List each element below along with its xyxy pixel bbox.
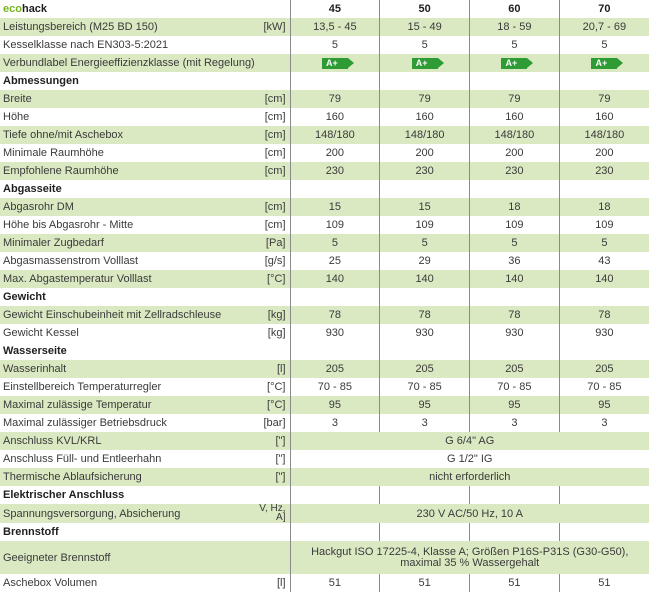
section-title: Abmessungen [0,72,256,90]
cell-value: 5 [559,36,649,54]
cell-value: 78 [470,306,560,324]
cell-value: 79 [290,90,380,108]
cell-value: 18 - 59 [470,18,560,36]
cell-value: 15 [290,198,380,216]
energy-label-cell [470,54,560,72]
energy-label-cell [290,54,380,72]
cell-value: 18 [470,198,560,216]
cell-value-span: G 1/2" IG [290,450,649,468]
row-label: Minimaler Zugbedarf [0,234,256,252]
cell-value: 230 [470,162,560,180]
header-row [0,0,649,18]
row-label: Anschluss Füll- und Entleerhahn [0,450,256,468]
brand-rest: hack [21,3,48,15]
table-row [0,450,649,468]
table-row [0,126,649,144]
cell-value: 29 [380,252,470,270]
cell-value-span: G 6/4" AG [290,432,649,450]
table-row [0,144,649,162]
cell-value: 5 [470,36,560,54]
row-label: Kesselklasse nach EN303-5:2021 [0,36,256,54]
row-unit: [kg] [256,306,290,324]
row-label: Max. Abgastemperatur Volllast [0,270,256,288]
table-row [0,306,649,324]
row-unit: [kW] [256,18,290,36]
row-unit: [°C] [256,270,290,288]
cell-value: 109 [559,216,649,234]
table-row [0,360,649,378]
section-title: Wasserseite [0,342,256,360]
row-unit: [°C] [256,396,290,414]
section-title: Elektrischer Anschluss [0,486,256,504]
table-row [0,54,649,72]
row-label: Geeigneter Brennstoff [0,541,256,574]
section-title: Abgasseite [0,180,256,198]
row-label: Anschluss KVL/KRL [0,432,256,450]
cell-value: 140 [470,270,560,288]
cell-value: 109 [380,216,470,234]
table-row [0,108,649,126]
cell-value: 51 [290,574,380,592]
row-unit: [cm] [256,162,290,180]
cell-value: 15 - 49 [380,18,470,36]
row-unit: [l] [256,360,290,378]
cell-value: 25 [290,252,380,270]
cell-value: 3 [559,414,649,432]
cell-value-span [290,541,649,574]
table-row [0,541,649,574]
table-row [0,90,649,108]
cell-value: 205 [559,360,649,378]
row-unit: [g/s] [256,252,290,270]
row-unit: [l] [256,574,290,592]
cell-value: 20,7 - 69 [559,18,649,36]
cell-value: 930 [470,324,560,342]
cell-value: 930 [380,324,470,342]
cell-value: 70 - 85 [559,378,649,396]
row-label: Leistungsbereich (M25 BD 150) [0,18,256,36]
row-unit: [cm] [256,216,290,234]
row-label: Abgasrohr DM [0,198,256,216]
model-50: 50 [380,0,470,18]
header-unit [256,0,290,18]
cell-value: 200 [559,144,649,162]
cell-value: 205 [470,360,560,378]
section-title: Brennstoff [0,523,256,541]
energy-badge: A+ [501,58,527,69]
cell-value: 70 - 85 [470,378,560,396]
cell-value: 51 [380,574,470,592]
row-label: Gewicht Kessel [0,324,256,342]
table-row [0,162,649,180]
cell-value-span: nicht erforderlich [290,468,649,486]
row-unit: [cm] [256,126,290,144]
energy-label-cell [559,54,649,72]
fuel-line-2: maximal 35 % Wassergehalt [400,556,540,569]
table-row [0,396,649,414]
cell-value: 200 [470,144,560,162]
row-unit [256,36,290,54]
cell-value: 95 [559,396,649,414]
row-unit-line1: V, Hz, [259,504,286,514]
cell-value: 109 [470,216,560,234]
table-row [0,468,649,486]
row-label: Minimale Raumhöhe [0,144,256,162]
cell-value: 230 [290,162,380,180]
cell-value: 230 [559,162,649,180]
cell-value: 36 [470,252,560,270]
cell-value: 78 [380,306,470,324]
brand-eco: eco [3,3,22,15]
row-unit: [cm] [256,198,290,216]
energy-badge: A+ [591,58,617,69]
cell-value: 205 [290,360,380,378]
row-label: Verbundlabel Energieeffizienzklasse (mit Regelung) [0,54,256,72]
table-row [0,414,649,432]
cell-value: 79 [380,90,470,108]
cell-value: 79 [559,90,649,108]
row-label: Spannungsversorgung, Absicherung [0,504,256,523]
cell-value: 5 [470,234,560,252]
cell-value: 79 [470,90,560,108]
cell-value: 51 [470,574,560,592]
energy-badge: A+ [412,58,438,69]
cell-value: 3 [470,414,560,432]
table-row [0,216,649,234]
cell-value: 78 [290,306,380,324]
model-60: 60 [470,0,560,18]
energy-badge: A+ [322,58,348,69]
cell-value: 13,5 - 45 [290,18,380,36]
row-unit [256,54,290,72]
row-label: Aschebox Volumen [0,574,256,592]
cell-value: 43 [559,252,649,270]
section-header [0,180,649,198]
table-row [0,234,649,252]
cell-value: 5 [290,36,380,54]
row-unit: ["] [256,468,290,486]
cell-value: 148/180 [470,126,560,144]
cell-value: 95 [290,396,380,414]
section-header [0,523,649,541]
cell-value: 95 [470,396,560,414]
table-row [0,574,649,592]
brand-title [0,0,256,18]
row-unit: [cm] [256,90,290,108]
cell-value: 230 [380,162,470,180]
table-row [0,432,649,450]
cell-value: 3 [290,414,380,432]
cell-value: 160 [559,108,649,126]
cell-value: 148/180 [380,126,470,144]
cell-value: 160 [380,108,470,126]
table-row [0,36,649,54]
cell-value: 148/180 [290,126,380,144]
row-label: Höhe [0,108,256,126]
cell-value: 5 [290,234,380,252]
cell-value: 205 [380,360,470,378]
row-unit: [Pa] [256,234,290,252]
cell-value: 148/180 [559,126,649,144]
cell-value: 78 [559,306,649,324]
table-row [0,252,649,270]
section-header [0,72,649,90]
cell-value: 140 [290,270,380,288]
section-title: Gewicht [0,288,256,306]
table-row [0,504,649,523]
table-row [0,378,649,396]
cell-value: 5 [559,234,649,252]
section-header [0,288,649,306]
row-label: Maximal zulässiger Betriebsdruck [0,414,256,432]
cell-value: 140 [380,270,470,288]
row-label: Maximal zulässige Temperatur [0,396,256,414]
cell-value: 15 [380,198,470,216]
row-label: Wasserinhalt [0,360,256,378]
cell-value: 200 [290,144,380,162]
cell-value-span: 230 V AC/50 Hz, 10 A [290,504,649,523]
cell-value: 51 [559,574,649,592]
section-header [0,486,649,504]
row-unit: [cm] [256,108,290,126]
model-45: 45 [290,0,380,18]
cell-value: 930 [559,324,649,342]
row-unit: ["] [256,450,290,468]
row-label: Thermische Ablaufsicherung [0,468,256,486]
row-unit [256,504,290,523]
cell-value: 140 [559,270,649,288]
row-unit: [°C] [256,378,290,396]
table-row [0,198,649,216]
row-unit: ["] [256,432,290,450]
cell-value: 930 [290,324,380,342]
row-label: Tiefe ohne/mit Aschebox [0,126,256,144]
table-row [0,270,649,288]
cell-value: 160 [290,108,380,126]
row-label: Abgasmassenstrom Volllast [0,252,256,270]
row-unit [256,541,290,574]
row-label: Empfohlene Raumhöhe [0,162,256,180]
cell-value: 5 [380,234,470,252]
cell-value: 70 - 85 [290,378,380,396]
row-unit: [kg] [256,324,290,342]
fuel-line-1: Hackgut ISO 17225-4, Klasse A; Größen P16S-P31S (G30-G50), [311,545,629,558]
section-header [0,342,649,360]
cell-value: 160 [470,108,560,126]
cell-value: 18 [559,198,649,216]
row-label: Einstellbereich Temperaturregler [0,378,256,396]
cell-value: 70 - 85 [380,378,470,396]
energy-label-cell [380,54,470,72]
row-label: Breite [0,90,256,108]
cell-value: 3 [380,414,470,432]
cell-value: 109 [290,216,380,234]
table-row [0,18,649,36]
row-unit: [bar] [256,414,290,432]
row-unit-line2: A] [276,512,286,523]
row-label: Gewicht Einschubeinheit mit Zellradschleuse [0,306,256,324]
row-unit: [cm] [256,144,290,162]
table-row [0,324,649,342]
cell-value: 95 [380,396,470,414]
model-70: 70 [559,0,649,18]
cell-value: 5 [380,36,470,54]
row-label: Höhe bis Abgasrohr - Mitte [0,216,256,234]
cell-value: 200 [380,144,470,162]
